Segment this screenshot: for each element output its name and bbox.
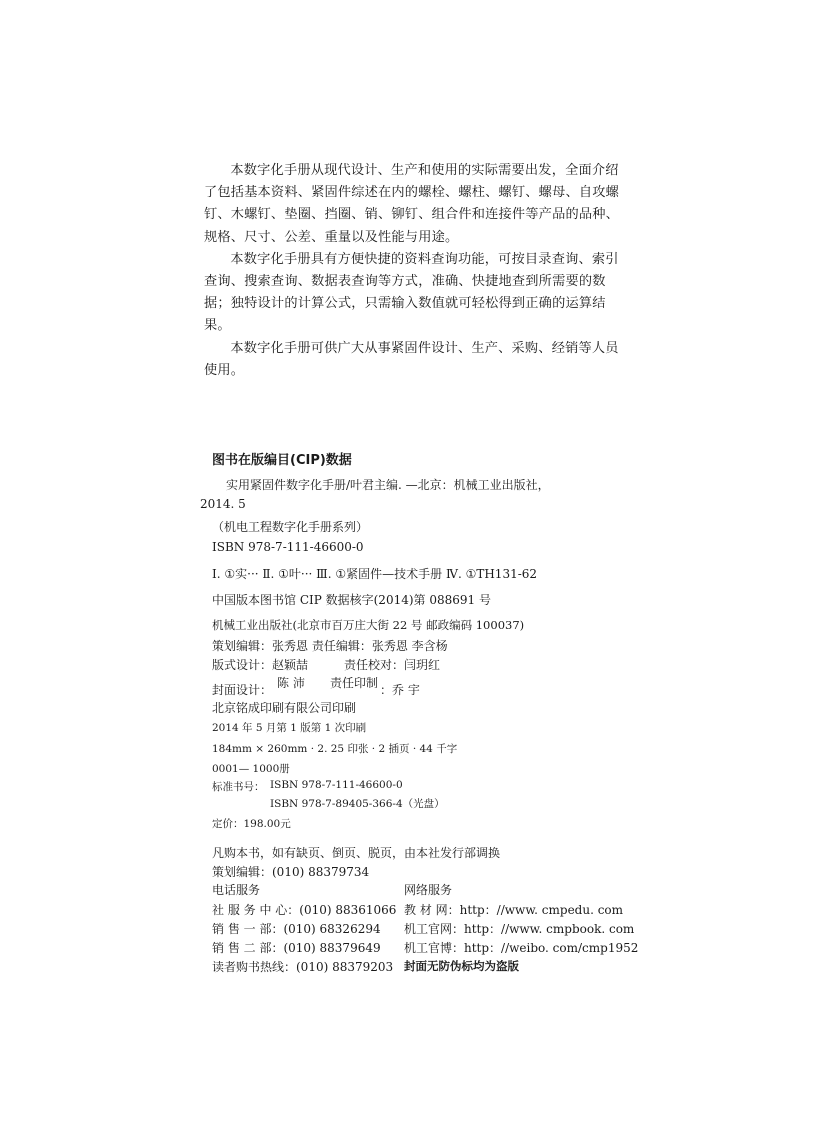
printer: 北京铭成印刷有限公司印刷 (212, 701, 357, 715)
phone-service-heading: 电话服务 (212, 883, 261, 897)
cip-check-number: 中国版本图书馆 CIP 数据核字(2014)第 088691 号 (212, 593, 491, 607)
edition: 2014 年 5 月第 1 版第 1 次印刷 (212, 722, 367, 734)
reader-hotline: 读者购书热线：(010) 88379203 (212, 960, 394, 974)
sales-dept-2-phone: 销 售 二 部：(010) 88379649 (212, 941, 381, 955)
cip-title: 图书在版编目(CIP)数据 (212, 453, 352, 468)
service-center-phone: 社 服 务 中 心：(010) 88361066 (212, 903, 397, 917)
cip-classification: Ⅰ. ①实··· Ⅱ. ①叶··· Ⅲ. ①紧固件—技术手册 Ⅳ. ①TH131-62 (212, 567, 538, 581)
official-weibo: 机工官博：http：//weibo. com/cmp1952 (404, 941, 639, 955)
anti-piracy-notice: 封面无防伪标均为盗版 (404, 959, 519, 973)
abstract (204, 160, 629, 382)
official-website: 机工官网：http：//www. cmpbook. com (404, 922, 635, 936)
print-responsible-label: 责任印制 (330, 676, 379, 690)
format: 184mm × 260mm · 2. 25 印张 · 2 插页 · 44 千字 (212, 743, 458, 755)
abstract-paragraph-1: 本数字化手册从现代设计、生产和使用的实际需要出发，全面介绍了包括基本资料、紧固件综述在内的螺栓、螺柱、螺钉、螺母、自攻螺钉、木螺钉、垫圈、挡圈、销、铆钉、组合件和连接件等产品的品种、规格、尺寸、公差、重量以及性能与用途。 (204, 163, 620, 245)
standard-number-label: 标准书号： (212, 781, 265, 793)
cover-designer-label: 封面设计： (212, 683, 273, 697)
isbn-disc: ISBN 978-7-89405-366-4（光盘） (270, 798, 445, 810)
abstract-paragraph-2: 本数字化手册具有方便快捷的资料查询功能，可按目录查询、索引查询、搜索查询、数据表查询等方式，准确、快捷地查到所需要的数据；独特设计的计算公式，只需输入数值就可轻松得到正确的运算结果。 (204, 251, 619, 334)
abstract-paragraph-3: 本数字化手册可供广大从事紧固件设计、生产、采购、经销等人员使用。 (204, 340, 619, 378)
cip-isbn: ISBN 978-7-111-46600-0 (212, 540, 364, 554)
print-responsible-name: ：乔 宇 (380, 683, 420, 697)
price: 定价：198.00元 (212, 818, 291, 830)
planning-phone: 策划编辑：(010) 88379734 (212, 865, 370, 879)
notice: 凡购本书，如有缺页、倒页、脱页，由本社发行部调换 (212, 846, 501, 860)
textbook-website: 教 材 网：http：//www. cmpedu. com (404, 903, 624, 917)
sales-dept-1-phone: 销 售 一 部：(010) 68326294 (212, 922, 381, 936)
cip-line-2: 2014. 5 (200, 497, 246, 511)
proofreader: 责任校对：闫玥红 (344, 658, 441, 672)
isbn-book: ISBN 978-7-111-46600-0 (270, 779, 403, 791)
network-service-heading: 网络服务 (404, 883, 453, 897)
planning-editor-line: 策划编辑：张秀恩 责任编辑：张秀恩 李含杨 (212, 639, 448, 653)
cover-designer-name: 陈 沛 (277, 676, 305, 690)
layout-designer: 版式设计：赵颖喆 (212, 658, 309, 672)
publisher-address: 机械工业出版社(北京市百万庄大街 22 号 邮政编码 100037) (212, 618, 525, 632)
copies: 0001— 1000册 (212, 763, 290, 775)
cip-series: （机电工程数字化手册系列） (212, 520, 369, 534)
cip-line-1: 实用紧固件数字化手册/叶君主编. —北京：机械工业出版社， (226, 478, 550, 492)
